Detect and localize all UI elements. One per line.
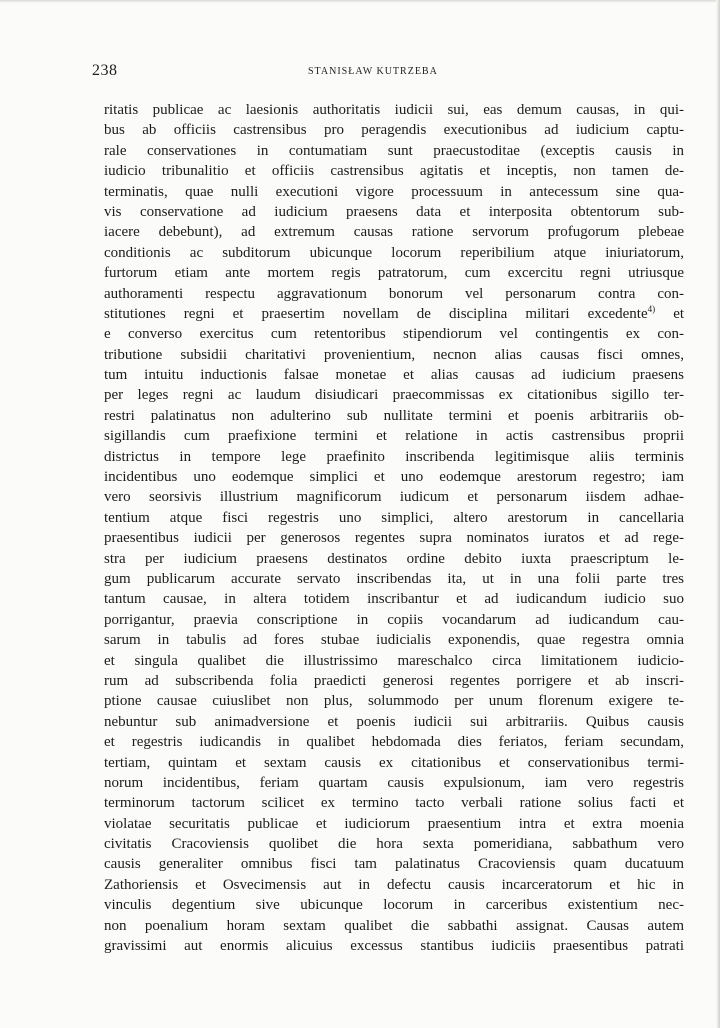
text-line: iacere debebunt), ad extremum causas ratione servorum profugorum plebeae xyxy=(104,224,684,241)
text-line: vero seorsivis illustrium magnificorum iudicum et personarum iisdem adhae- xyxy=(104,489,684,506)
text-line: porrigantur, praevia conscriptione in copiis vocandarum ad iudicandum cau- xyxy=(104,611,684,628)
text-line: furtorum etiam ante mortem regis patratorum, cum excercitu regni utriusque xyxy=(104,265,684,282)
text-line: causis generaliter omnibus fisci tam palatinatus Cracoviensis quam ducatuum xyxy=(104,856,684,873)
text-line-tail: et xyxy=(673,305,685,322)
text-line: Zathoriensis et Osvecimensis aut in defectu causis incarceratorum et hic in xyxy=(104,876,684,893)
text-line: et singula qualibet die illustrissimo mareschalco circa limitationem iudicio- xyxy=(104,652,684,669)
text-line: non poenalium horam sextam qualibet die sabbathi assignat. Causas autem xyxy=(104,917,684,934)
text-line: civitatis Cracoviensis quolibet die hora sexta pomeridiana, sabbathum vero xyxy=(104,836,684,853)
text-line: tum intuitu inductionis falsae monetae et alias causas ad iudicium praesens xyxy=(104,367,684,384)
text-line: conditionis ac subditorum ubicunque locorum reperibilium atque iniuriatorum, xyxy=(104,244,684,261)
text-line: e converso exercitus cum retentoribus stipendiorum vel contingentis ex con- xyxy=(104,326,684,343)
text-line: incidentibus uno eodemque simplici et uno eodemque arestorum regestro; iam xyxy=(104,469,684,486)
text-line: restri palatinatus non adulterino sub nullitate termini et poenis arbitrariis ob- xyxy=(104,407,684,424)
text-line: ptione causae cuiuslibet non plus, solummodo per unum florenum exigere te- xyxy=(104,693,684,710)
text-line: tertiam, quintam et sextam causis ex citationibus et conservationibus termi- xyxy=(104,754,684,771)
body-text xyxy=(104,100,684,956)
text-line: districtus in tempore lege praefinito inscribenda legitimisque aliis terminis xyxy=(104,448,684,465)
text-line: sigillandis cum praefixione termini et relatione in actis castrensibus proprii xyxy=(104,428,684,445)
text-line: rale conservationes in contumatiam sunt praecustoditae (exceptis causis in xyxy=(104,142,684,159)
text-line: per leges regni ac laudum disiudicari praecommissas ex citationibus sigillo ter- xyxy=(104,387,684,404)
text-line: tributione subsidii charitativi provenientium, necnon alias causas fisci omnes, xyxy=(104,346,684,363)
page-number: 238 xyxy=(92,62,118,79)
text-line: stra per iudicium praesens destinatos ordine debito iuxta praescriptum le- xyxy=(104,550,684,567)
text-line: tentium atque fisci regestris uno simplici, altero arestorum in cancellaria xyxy=(104,509,684,526)
footnote-marker: 4) xyxy=(647,303,656,314)
text-line: ritatis publicae ac laesionis authoritatis iudicii sui, eas demum causas, in qui- xyxy=(104,102,684,118)
text-line: sarum in tabulis ad fores stubae iudicialis exponendis, quae regestra omnia xyxy=(104,632,684,649)
text-line: et regestris iudicandis in qualibet hebdomada dies feriatos, feriam secundam, xyxy=(104,734,684,751)
text-line: vinculis degentium sive ubicunque locorum in carceribus existentium nec- xyxy=(104,897,684,914)
text-line: terminatis, quae nulli executioni vigore processuum in antecessum sine qua- xyxy=(104,183,684,200)
page-header xyxy=(92,62,682,84)
scan-edge-right xyxy=(716,0,720,1028)
text-line: rum ad subscribenda folia praedicti generosi regentes porrigere et ab inscri- xyxy=(104,672,684,689)
text-line: iudicio tribunalitio et officiis castrensibus agitatis et inceptis, non tamen de- xyxy=(104,163,684,180)
text-line: nebuntur sub animadversione et poenis iudicii sui arbitrariis. Quibus causis xyxy=(104,713,684,730)
text-line: tantum causae, in altera totidem inscribantur et ad iudicandum iudicio suo xyxy=(104,591,684,608)
text-line-content: stitutiones regni et praesertim novellam de disciplina militari excedente xyxy=(104,305,648,322)
text-line: authoramenti respectu aggravationum bonorum vel personarum contra con- xyxy=(104,285,684,302)
text-line-with-footnote xyxy=(104,304,684,324)
text-line: praesentibus iudicii per generosos regentes supra nominatos iuratos et ad rege- xyxy=(104,530,684,547)
text-line: gum publicarum accurate servato inscribendas ita, ut in una folii parte tres xyxy=(104,570,684,587)
text-line: gravissimi aut enormis alicuius excessus stantibus iudiciis praesentibus patrati xyxy=(104,938,684,955)
text-line: bus ab officiis castrensibus pro peragendis executionibus ad iudicium captu- xyxy=(104,122,684,139)
scan-edge-top xyxy=(0,0,720,3)
text-line: norum incidentibus, feriam quartam causis expulsionum, iam vero regestris xyxy=(104,774,684,791)
running-head: STANISŁAW KUTRZEBA xyxy=(308,66,438,77)
text-line: violatae securitatis publicae et iudiciorum praesentium intra et extra moenia xyxy=(104,815,684,832)
text-line: vis conservatione ad iudicium praesens data et interposita obtentorum sub- xyxy=(104,203,684,220)
text-line: terminorum tactorum scilicet ex termino tacto verbali ratione solius facti et xyxy=(104,795,684,812)
